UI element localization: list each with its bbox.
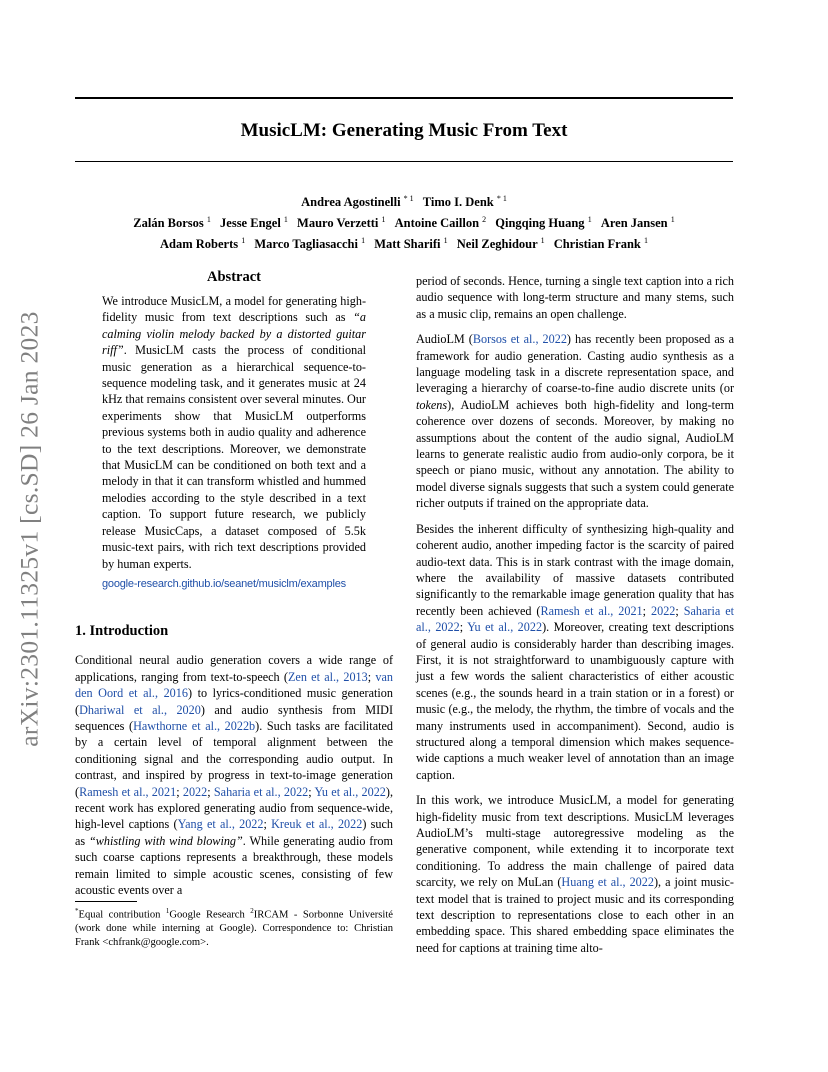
citation-link[interactable]: Huang et al., 2022 (561, 875, 654, 890)
paper-title: MusicLM: Generating Music From Text (240, 120, 568, 141)
left-column (75, 268, 393, 898)
citation-link[interactable]: Yu et al., 2022 (467, 620, 543, 635)
arxiv-stamp-text: arXiv:2301.11325v1 [cs.SD] 26 Jan 2023 (15, 311, 45, 747)
introduction-heading: 1. Introduction (75, 623, 169, 640)
author: Qingqing Huang $^1$ (495, 215, 592, 231)
body-paragraph: Besides the inherent difficulty of synthesizing high-quality and coherent audio, another impeding factor is the scarcity of paired audio-text data. This is in stark contrast with the image domain, where the availability of massive datasets contributed significantly to the remarkable image generation quality that has recently been achieved (Ramesh et al., 2021; 2022; Saharia et al., 2022; Yu et al., 2022). Moreover, creating text descriptions of general audio is considerably harder than describing images. First, it is not straightforward to unambiguously capture with just a few words the salient characteristics of either acoustic scenes (e.g., the sounds heard in a train station or in a forest) or music (e.g., the melody, the rhythm, the timbre of vocals and the many instruments used in accompaniment). Second, audio is structured along a temporal dimension which makes sequence-wide captions a much weaker level of annotation than an image caption. (416, 521, 735, 782)
author: Marco Tagliasacchi $^1$ (254, 236, 366, 252)
title-rule-bottom (75, 161, 733, 162)
citation-link[interactable]: Borsos et al., 2022 (472, 332, 567, 347)
footnote-rule (75, 901, 137, 902)
citation-link[interactable]: Zen et al., 2013 (287, 669, 368, 684)
citation-link[interactable]: Saharia et al., 2022 (416, 603, 735, 635)
author: Andrea Agostinelli $^{* 1}$ (301, 194, 414, 210)
abstract-text: We introduce MusicLM, a model for generating high-fidelity music from text descriptions such as “a calming violin melody backed by a distorted guitar riff”. MusicLM casts the process of conditional music generation as a hierarchical sequence-to-sequence modeling task, and it generates music at 24 kHz that remains consistent over several minutes. Our experiments show that MusicLM outperforms previous systems both in audio quality and adherence to the text descriptions. Moreover, we demonstrate that MusicLM can be conditioned on both text and a melody in that it can transform whistled and hummed melodies according to the style described in a text caption. To support future research, we publicly release MusicCaps, a dataset composed of 5.5k music-text pairs, with rich text descriptions provided by human experts. (102, 294, 366, 571)
right-column (416, 273, 734, 965)
citation-link[interactable]: van den Oord et al., 2016 (75, 669, 393, 701)
citation-link[interactable]: Ramesh et al., 2021 (79, 784, 177, 799)
examples-link[interactable]: google-research.github.io/seanet/musiclm/examples (102, 577, 346, 590)
citation-link[interactable]: Ramesh et al., 2021 (540, 603, 643, 618)
author-list (75, 190, 733, 253)
caption-example-quote: “whistling with wind blowing” (89, 833, 243, 848)
abstract-body (75, 293, 393, 592)
citation-link[interactable]: Kreuk et al., 2022 (271, 817, 363, 832)
citation-link[interactable]: Hawthorne et al., 2022b (133, 718, 256, 733)
author: Mauro Verzetti $^1$ (297, 215, 386, 231)
author: Aren Jansen $^1$ (600, 215, 675, 231)
author-line-3 (75, 232, 733, 253)
introduction-paragraph: Conditional neural audio generation covers a wide range of applications, ranging from text-to-speech (Zen et al., 2013; van den Oord et al., 2016) to lyrics-conditioned music generation (Dhariwal et al., 2020) and audio synthesis from MIDI sequences (Hawthorne et al., 2022b). Such tasks are facilitated by a certain level of temporal alignment between the conditioning signal and the corresponding audio output. In contrast, and inspired by progress in text-to-image generation (Ramesh et al., 2021; 2022; Saharia et al., 2022; Yu et al., 2022), recent work has explored generating audio from sequence-wide, high-level captions (Yang et al., 2022; Kreuk et al., 2022) such as “whistling with wind blowing”. While generating audio from such coarse captions represents a breakthrough, these models remain limited to simple acoustic scenes, consisting of few acoustic events over a (75, 653, 394, 897)
author: Jesse Engel $^1$ (220, 215, 288, 231)
author: Antoine Caillon $^2$ (394, 215, 487, 231)
body-paragraph: AudioLM (Borsos et al., 2022) has recently been proposed as a framework for audio generation. Casting audio synthesis as a language modeling task in a discrete representation space, and leveraging a hierarchy of coarse-to-fine audio discrete units (or tokens), AudioLM achieves both high-fidelity and long-term coherence over dozens of seconds. Moreover, by making no assumptions about the content of the audio signal, AudioLM learns to generate realistic audio from audio-only corpora, be it speech or piano music, without any annotation. The ability to model diverse signals suggests that such a system could generate richer outputs if trained on the appropriate data. (416, 332, 734, 511)
citation-link[interactable]: 2022 (182, 784, 208, 799)
author-line-1 (75, 190, 733, 211)
citation-link[interactable]: 2022 (651, 603, 676, 618)
citation-link[interactable]: Dhariwal et al., 2020 (79, 702, 201, 717)
abstract-heading: Abstract (207, 269, 261, 285)
title-rule-top (75, 97, 733, 99)
citation-link[interactable]: Saharia et al., 2022 (213, 784, 309, 799)
citation-link[interactable]: Yu et al., 2022 (314, 784, 386, 799)
abstract-example-quote: “a calming violin melody backed by a distorted guitar riff” (102, 310, 366, 358)
author: Timo I. Denk $^{* 1}$ (422, 194, 507, 210)
citation-link[interactable]: Yang et al., 2022 (177, 817, 264, 832)
body-paragraph: period of seconds. Hence, turning a single text caption into a rich audio sequence with long-term structure and many stems, such as a music clip, remains an open challenge. (416, 274, 734, 321)
author: Zalán Borsos $^1$ (133, 215, 211, 231)
author: Christian Frank $^1$ (553, 236, 648, 252)
author: Neil Zeghidour $^1$ (456, 236, 545, 252)
body-paragraph: In this work, we introduce MusicLM, a model for generating high-fidelity music from text descriptions. MusicLM leverages AudioLM’s multi-stage autoregressive modeling as the generative component, while extending it to incorporate text conditioning. To address the main challenge of paired data scarcity, we rely on MuLan (Huang et al., 2022), a joint music-text model that is trained to project music and its corresponding text description to representations close to each other in an embedding space. This shared embedding space eliminates the need for captions at training time alto- (416, 793, 734, 955)
author-line-2 (75, 211, 733, 232)
footnote: *Equal contribution $^1$Google Research $^2$IRCAM - Sorbonne Université (work done while interning at Google). Correspondence to: Christian Frank <chfrank@google.com>. (75, 907, 394, 948)
arxiv-identifier (10, 294, 50, 764)
author: Adam Roberts $^1$ (159, 236, 246, 252)
author: Matt Sharifi $^1$ (374, 236, 448, 252)
emphasis-term: tokens (416, 397, 448, 412)
